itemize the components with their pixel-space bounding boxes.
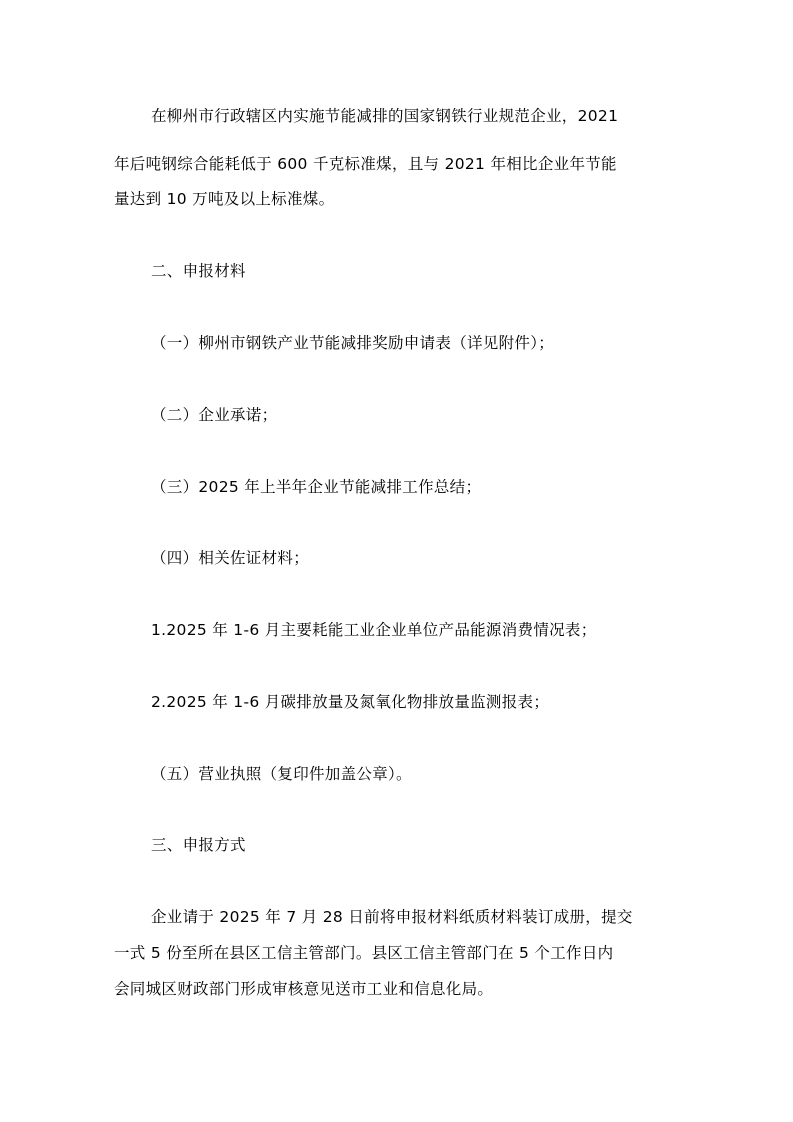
paragraph-2-line-1: 企业请于 2025 年 7 月 28 日前将申报材料纸质材料装订成册，提交 <box>151 908 633 926</box>
section-2-heading: 二、申报材料 <box>151 262 246 280</box>
paragraph-1-line-2: 年后吨钢综合能耗低于 600 千克标准煤，且与 2021 年相比企业年节能 <box>114 155 617 173</box>
paragraph-1-line-3: 量达到 10 万吨及以上标准煤。 <box>114 190 335 208</box>
list-item: （三）2025 年上半年企业节能减排工作总结； <box>151 478 482 496</box>
paragraph-1-line-1: 在柳州市行政辖区内实施节能减排的国家钢铁行业规范企业，2021 <box>151 107 619 125</box>
list-item: 1.2025 年 1-6 月主要耗能工业企业单位产品能源消费情况表； <box>151 621 597 639</box>
list-item: （二）企业承诺； <box>151 406 278 424</box>
list-item: （一）柳州市钢铁产业节能减排奖励申请表（详见附件）； <box>151 334 555 352</box>
list-item: （五）营业执照（复印件加盖公章）。 <box>151 765 412 783</box>
section-3-heading: 三、申报方式 <box>151 836 246 854</box>
list-item: 2.2025 年 1-6 月碳排放量及氮氧化物排放量监测报表； <box>151 693 550 711</box>
list-item: （四）相关佐证材料； <box>151 549 310 567</box>
paragraph-2-line-2: 一式 5 份至所在县区工信主管部门。县区工信主管部门在 5 个工作日内 <box>114 944 614 962</box>
paragraph-2-line-3: 会同城区财政部门形成审核意见送市工业和信息化局。 <box>114 980 494 998</box>
